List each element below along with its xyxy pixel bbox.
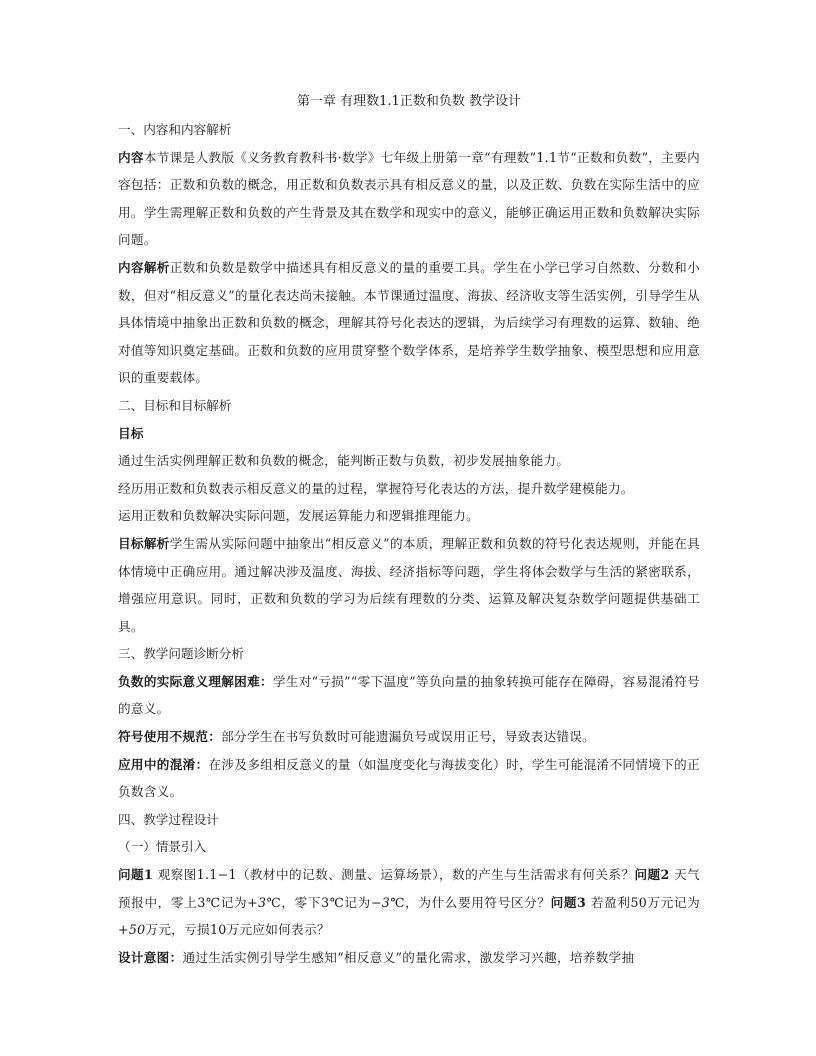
content-label: 内容 (118, 149, 144, 165)
question-3-text-a: 若盈利50万元记为 (590, 894, 700, 910)
diagnosis-item-3-label: 应用中的混淆： (118, 756, 209, 772)
content-paragraph (118, 144, 700, 254)
content-analysis-label: 内容解析 (118, 259, 170, 275)
content-text: 本节课是人教版《义务教育教科书·数学》七年级上册第一章“有理数”1.1节“正数和负数”，主要内容包括：正数和负数的概念，用正数和负数表示具有相反意义的量，以及正数、负数在实际生活中的应用。学生需理解正数和负数的产生背景及其在数学和现实中的意义，能够正确运用正数和负数解决实际问题。 (118, 149, 700, 248)
goal-item-3: 运用正数和负数解决实际问题，发展运算能力和逻辑推理能力。 (118, 508, 480, 524)
diagnosis-item-3 (118, 751, 700, 806)
question-3-plus: +50 (118, 922, 146, 938)
section-heading-1: 一、内容和内容解析 (118, 122, 232, 137)
design-intent-paragraph (118, 944, 700, 972)
document-title: 第一章 有理数1.1正数和负数 教学设计 (297, 94, 521, 109)
goal-item-2: 经历用正数和负数表示相反意义的量的过程，掌握符号化表达的方法，提升数学建模能力。 (118, 480, 634, 496)
goal-item-1: 通过生活实例理解正数和负数的概念，能判断正数与负数，初步发展抽象能力。 (118, 453, 570, 469)
question-2-minus: −3 (370, 894, 391, 910)
goal-analysis-text: 学生需从实际问题中抽象出“相反意义”的本质，理解正数和负数的符号化表达规则，并能在具体情境中正确应用。通过解决涉及温度、海拔、经济指标等问题，学生将体会数学与生活的紧密联系，增强应用意识。同时，正数和负数的学习为后续有理数的分类、运算及解决复杂数学问题提供基础工具。 (118, 535, 700, 634)
section-heading-2: 二、目标和目标解析 (118, 397, 232, 413)
diagnosis-item-2 (118, 723, 700, 751)
goal-analysis-label: 目标解析 (118, 535, 170, 551)
content-analysis-text: 正数和负数是数学中描述具有相反意义的量的重要工具。学生在小学已学习自然数、分数和小数，但对“相反意义”的量化表达尚未接触。本节课通过温度、海拔、经济收支等生活实例，引导学生从具体情境中抽象出正数和负数的概念，理解其符号化表达的逻辑，为后续学习有理数的运算、数轴、绝对值等知识奠定基础。正数和负数的应用贯穿整个数学体系，是培养学生数学抽象、模型思想和应用意识的重要载体。 (118, 259, 700, 386)
question-2-plus: +3 (247, 894, 267, 910)
diagnosis-item-1-label: 负数的实际意义理解困难： (118, 673, 273, 689)
diagnosis-item-3-text: 在涉及多组相反意义的量（如温度变化与海拔变化）时，学生可能混淆不同情境下的正负数含义。 (118, 756, 700, 800)
diagnosis-item-2-label: 符号使用不规范： (118, 729, 222, 745)
diagnosis-item-1-text: 学生对“亏损”“零下温度”等负向量的抽象转换可能存在障碍，容易混淆符号的意义。 (118, 673, 700, 717)
question-2-text-c: ℃，为什么要用符号区分？ (390, 894, 551, 910)
question-1-text: 观察图1.1−1（教材中的记数、测量、运算场景），数的产生与生活需求有何关系？ (157, 867, 635, 883)
question-2-text-b: ℃，零下3℃记为 (266, 894, 371, 910)
design-intent-label: 设计意图： (118, 949, 183, 965)
design-intent-text: 通过生活实例引导学生感知“相反意义”的量化需求，激发学习兴趣，培养数学抽 (182, 949, 635, 965)
goal-label: 目标 (118, 425, 144, 441)
question-1-label: 问题1 (118, 867, 154, 883)
questions-paragraph (118, 861, 700, 944)
section-heading-4: 四、教学过程设计 (118, 811, 219, 827)
diagnosis-item-1 (118, 668, 700, 723)
content-analysis-paragraph (118, 254, 700, 392)
question-2-text-a: 天气预报中，零上3℃记为 (118, 867, 701, 910)
goal-analysis-paragraph (118, 530, 700, 640)
question-3-label: 问题3 (550, 894, 587, 910)
diagnosis-item-2-text: 部分学生在书写负数时可能遗漏负号或误用正号，导致表达错误。 (221, 729, 596, 745)
subsection-heading-1: （一）情景引入 (118, 839, 207, 855)
question-3-text-b: 万元，亏损10万元应如何表示？ (145, 922, 330, 938)
section-heading-3: 三、教学问题诊断分析 (118, 646, 244, 662)
question-2-label: 问题2 (634, 867, 670, 883)
document-page (118, 92, 700, 971)
